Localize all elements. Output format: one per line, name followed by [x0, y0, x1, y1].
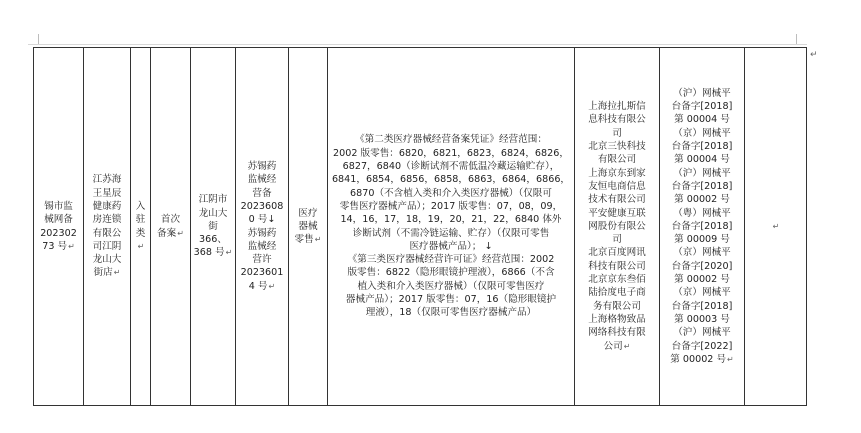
record-table — [33, 47, 807, 406]
record-kind-cell — [151, 48, 191, 406]
cell-end-mark: ↵ — [772, 221, 780, 231]
scope-line: 诊断试剂（不需冷链运输、贮存）（仅限可零售 — [352, 227, 550, 239]
platform-license: （粤）网械平 台备字[2018] 第 00009 号 — [671, 207, 733, 246]
scope-line: 14，16，17，18，19，20，21，22，6840 体外 — [340, 214, 562, 226]
record-kind: 首次 备案↵ — [157, 214, 184, 239]
business-scope-cell — [328, 48, 575, 406]
platform-company: 平安健康互联 网股份有限公 — [588, 207, 646, 232]
page-top-rule — [28, 44, 807, 45]
cell-end-mark: ↵ — [113, 268, 121, 278]
address-cell — [191, 48, 236, 406]
platform-companies-cell — [575, 48, 660, 406]
type-cell — [131, 48, 151, 406]
cell-end-mark: ↵ — [727, 354, 734, 364]
platform-company: 上海拉扎斯信 息科技有限公 司 — [588, 101, 646, 139]
record-number: 锡市监 械网备 202302 73 号↵ — [40, 200, 77, 252]
cell-end-mark: ↵ — [225, 248, 233, 258]
scope-line: 6827，6840（诊断试剂不需低温冷藏运输贮存）， — [342, 161, 560, 173]
scope-line: 6870（不含植入类和介入类医疗器械）（仅限可 — [350, 187, 552, 199]
scope-line: 植入类和介入类医疗器械）（仅限可零售医疗 — [357, 280, 545, 292]
platform-company: 上海格物致品 网络科技有限 公司↵ — [588, 313, 646, 352]
platform-company: 上海京东到家 友恒电商信息 技术有限公司 — [588, 167, 646, 206]
business-category: 医疗 器械 零售↵ — [294, 207, 322, 246]
scope-line: 6841，6854，6856，6858，6863，6864，6866， — [331, 174, 571, 186]
cell-end-mark: ↵ — [68, 241, 75, 251]
platform-company: 北京三快科技 有限公司 — [588, 141, 646, 166]
platform-licenses — [662, 87, 742, 366]
platform-license: （沪）网械平 台备字[2018] 第 00004 号 — [671, 87, 733, 126]
scope-line: 《第三类医疗器械经营许可证》经营范围：2002 — [347, 254, 555, 266]
platform-companies — [577, 100, 657, 353]
scope-line: 医疗器械产品）； ↓ — [409, 240, 493, 252]
platform-license: （沪）网械平 台备字[2022] 第 00002 号↵ — [670, 327, 734, 365]
scope-line: 2002 版零售：6820，6821，6823，6824，6826， — [333, 147, 569, 159]
empty-cell — [745, 48, 807, 406]
platform-license: （沪）网械平 台备字[2018] 第 00002 号 — [671, 167, 733, 206]
business-category-cell — [289, 48, 328, 406]
business-address: 江阴市 龙山大 街 366、 368 号↵ — [193, 194, 233, 259]
cell-end-mark: ↵ — [268, 281, 276, 291]
platform-license: （京）网械平 台备字[2018] 第 00003 号 — [671, 287, 733, 325]
license-numbers: 苏锡药 监械经 营备 2023608 0 号↓ 苏锡药 监械经 营许 2023601 4 号↵ — [240, 161, 284, 292]
table-row — [34, 48, 807, 406]
scope-line: 零售医疗器械产品）；2017 版零售：07，08，09， — [339, 200, 563, 212]
scope-line: 器械产品）；2017 版零售：07，16（隐形眼镜护 — [345, 293, 557, 305]
platform-license-cell — [660, 48, 745, 406]
platform-company: 北京百度网讯 科技有限公司 — [588, 247, 646, 272]
enterprise-type: 入 驻 类↵ — [135, 200, 146, 251]
row-end-mark: ↵ — [810, 50, 818, 60]
enterprise-name-cell — [84, 48, 131, 406]
cell-end-mark: ↵ — [623, 341, 631, 351]
cell-end-mark: ↵ — [177, 228, 184, 238]
platform-company: 司 — [612, 234, 622, 246]
scope-line: 理液），18（仅限可零售医疗器械产品） — [365, 307, 537, 319]
license-number-cell — [236, 48, 289, 406]
platform-license: （京）网械平 台备字[2018] 第 00004 号 — [671, 127, 733, 166]
cell-end-mark: ↵ — [314, 235, 322, 245]
record-number-cell — [34, 48, 84, 406]
scope-line: 版零售：6822（隐形眼镜护理液），6866（不含 — [347, 267, 555, 279]
cell-end-mark: ↵ — [137, 241, 145, 251]
enterprise-name: 江苏海 王星辰 健康药 房连锁 有限公 司江阴 龙山大 街店↵ — [92, 174, 122, 279]
platform-license: （京）网械平 台备字[2020] 第 00002 号 — [671, 247, 733, 286]
scope-line: 《第二类医疗器械经营备案凭证》经营范围： — [355, 134, 547, 146]
platform-company: 北京京东叁佰 陆拾度电子商 务有限公司 — [588, 274, 646, 312]
business-scope — [330, 133, 572, 319]
